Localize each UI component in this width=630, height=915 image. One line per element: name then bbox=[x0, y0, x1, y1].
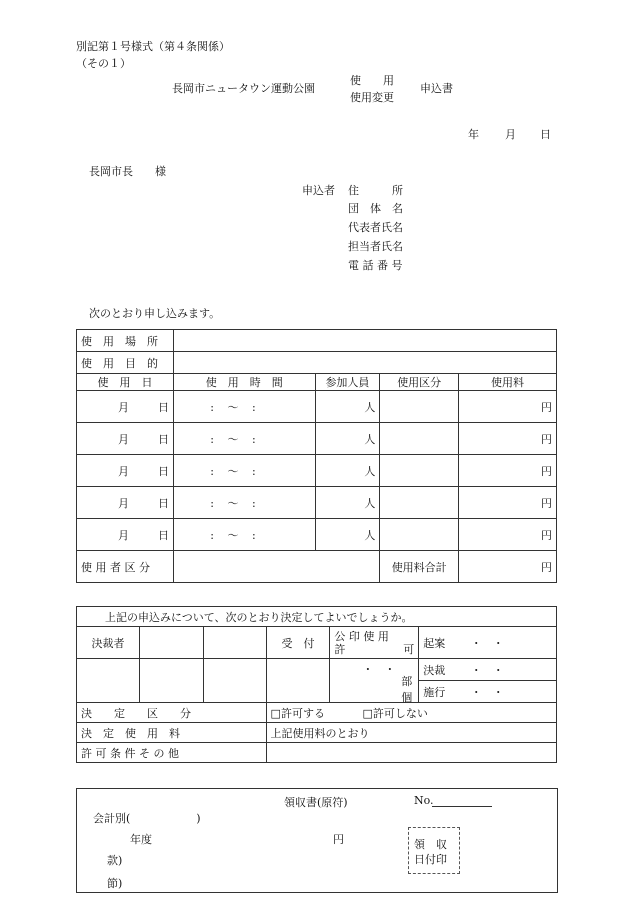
usage-people[interactable]: 人 bbox=[315, 391, 380, 423]
user-class-field[interactable] bbox=[174, 551, 380, 583]
reception-label: 受 付 bbox=[266, 627, 330, 659]
usage-row bbox=[77, 487, 557, 519]
purpose-field[interactable] bbox=[174, 352, 557, 374]
usage-class[interactable] bbox=[380, 487, 459, 519]
usage-time-cell[interactable] bbox=[174, 519, 316, 551]
usage-month: 月 bbox=[118, 400, 129, 414]
seal-header bbox=[330, 627, 419, 659]
seal-line1: 公 印 使 用 bbox=[334, 629, 389, 643]
enforcement-label: 施行 bbox=[423, 685, 446, 699]
time-end-colon: : bbox=[252, 528, 256, 542]
receipt-kan: 款) bbox=[107, 854, 123, 867]
permit-checkbox[interactable]: □許可する bbox=[270, 706, 325, 720]
seal-permit-b: 可 bbox=[403, 642, 415, 656]
seal-permit-a: 許 bbox=[334, 642, 346, 656]
usage-table bbox=[76, 329, 557, 583]
applicant-rep: 代表者氏名 bbox=[348, 221, 403, 234]
time-start-colon: : bbox=[210, 400, 214, 414]
approval-label: 決裁 bbox=[423, 663, 446, 677]
usage-time-cell[interactable] bbox=[174, 423, 316, 455]
decision-class-label: 決 定 区 分 bbox=[77, 703, 267, 723]
decision-fee-label: 決 定 使 用 料 bbox=[77, 723, 267, 743]
usage-class[interactable] bbox=[380, 455, 459, 487]
usage-row bbox=[77, 455, 557, 487]
decision-table bbox=[76, 606, 557, 763]
usage-class[interactable] bbox=[380, 391, 459, 423]
usage-fee[interactable]: 円 bbox=[459, 423, 557, 455]
seal-dots: ・ ・ bbox=[362, 663, 396, 676]
applicant-address: 住 所 bbox=[348, 184, 403, 197]
col-time: 使 用 時 間 bbox=[174, 374, 316, 391]
date-month: 月 bbox=[505, 128, 516, 141]
usage-day: 日 bbox=[158, 400, 169, 414]
seal-bu: 部 bbox=[401, 675, 413, 688]
receipt-no-label: No. bbox=[414, 794, 434, 807]
enforcement-dots: ・ ・ bbox=[470, 685, 504, 699]
total-label: 使用料合計 bbox=[380, 551, 459, 583]
approver-cell-2[interactable] bbox=[203, 627, 266, 659]
receipt-account: 会計別( ) bbox=[93, 812, 201, 825]
usage-fee[interactable]: 円 bbox=[459, 391, 557, 423]
approver-sign-3[interactable] bbox=[203, 659, 266, 703]
time-start-colon: : bbox=[210, 496, 214, 510]
reception-sign[interactable] bbox=[266, 659, 330, 703]
time-end-colon: : bbox=[252, 464, 256, 478]
time-end-colon: : bbox=[252, 496, 256, 510]
usage-people[interactable]: 人 bbox=[315, 423, 380, 455]
usage-people[interactable]: 人 bbox=[315, 519, 380, 551]
decision-fee-value: 上記使用料のとおり bbox=[266, 723, 556, 743]
applicant-label: 申込者 bbox=[302, 184, 335, 197]
col-fee: 使用料 bbox=[459, 374, 557, 391]
time-tilde: 〜 bbox=[227, 496, 239, 510]
facility-name: 長岡市ニュータウン運動公園 bbox=[172, 82, 315, 95]
decision-class-options bbox=[266, 703, 556, 723]
usage-day: 日 bbox=[158, 432, 169, 446]
form-id: 別記第１号様式（第４条関係） bbox=[76, 40, 230, 53]
usage-day: 日 bbox=[158, 496, 169, 510]
col-date: 使 用 日 bbox=[77, 374, 174, 391]
approver-sign-2[interactable] bbox=[139, 659, 203, 703]
applicant-contact: 担当者氏名 bbox=[348, 240, 403, 253]
usage-time-cell[interactable] bbox=[174, 391, 316, 423]
usage-fee[interactable]: 円 bbox=[459, 455, 557, 487]
usage-date-cell[interactable] bbox=[77, 487, 174, 519]
usage-row bbox=[77, 423, 557, 455]
time-tilde: 〜 bbox=[227, 400, 239, 414]
usage-date-cell[interactable] bbox=[77, 423, 174, 455]
approver-sign-1[interactable] bbox=[77, 659, 140, 703]
usage-row bbox=[77, 519, 557, 551]
usage-day: 日 bbox=[158, 464, 169, 478]
col-people: 参加人員 bbox=[315, 374, 380, 391]
usage-month: 月 bbox=[118, 528, 129, 542]
draft-label: 起案 bbox=[423, 636, 446, 650]
receipt-setsu: 節) bbox=[107, 877, 123, 890]
stamp-line2: 日付印 bbox=[414, 853, 447, 866]
receipt-yen: 円 bbox=[333, 833, 344, 846]
usage-fee[interactable]: 円 bbox=[459, 487, 557, 519]
time-tilde: 〜 bbox=[227, 432, 239, 446]
usage-people[interactable]: 人 bbox=[315, 487, 380, 519]
type-change: 使用変更 bbox=[350, 91, 394, 104]
time-start-colon: : bbox=[210, 464, 214, 478]
draft-cell bbox=[419, 627, 557, 659]
applicant-phone: 電 話 番 号 bbox=[348, 259, 403, 272]
place-field[interactable] bbox=[174, 330, 557, 352]
enforcement-cell bbox=[419, 681, 557, 703]
seal-ko: 個 bbox=[401, 691, 413, 704]
time-tilde: 〜 bbox=[227, 528, 239, 542]
approval-dots: ・ ・ bbox=[470, 663, 504, 677]
place-label: 使 用 場 所 bbox=[77, 330, 174, 352]
usage-class[interactable] bbox=[380, 519, 459, 551]
approver-label: 決裁者 bbox=[77, 627, 140, 659]
purpose-label: 使 用 目 的 bbox=[77, 352, 174, 374]
receipt-title: 領収書(原符) bbox=[284, 796, 348, 809]
usage-month: 月 bbox=[118, 496, 129, 510]
date-day: 日 bbox=[540, 128, 551, 141]
receipt-fiscal-year: 年度 bbox=[130, 833, 152, 846]
usage-date-cell[interactable] bbox=[77, 455, 174, 487]
decision-question: 上記の申込みについて、次のとおり決定してよいでしょうか。 bbox=[77, 607, 557, 627]
time-end-colon: : bbox=[252, 400, 256, 414]
seal-count-cell bbox=[330, 659, 419, 703]
time-end-colon: : bbox=[252, 432, 256, 446]
time-start-colon: : bbox=[210, 432, 214, 446]
usage-month: 月 bbox=[118, 432, 129, 446]
conditions-field[interactable] bbox=[266, 743, 556, 763]
time-tilde: 〜 bbox=[227, 464, 239, 478]
type-use: 使 用 bbox=[350, 74, 394, 87]
applicant-group: 団 体 名 bbox=[348, 202, 403, 215]
conditions-label: 許 可 条 件 そ の 他 bbox=[77, 743, 267, 763]
form-sub: （その１） bbox=[76, 57, 131, 70]
deny-checkbox[interactable]: □許可しない bbox=[362, 706, 428, 720]
usage-time-cell[interactable] bbox=[174, 487, 316, 519]
approval-cell bbox=[419, 659, 557, 681]
usage-day: 日 bbox=[158, 528, 169, 542]
usage-fee[interactable]: 円 bbox=[459, 519, 557, 551]
col-class: 使用区分 bbox=[380, 374, 459, 391]
usage-date-cell[interactable] bbox=[77, 519, 174, 551]
usage-people[interactable]: 人 bbox=[315, 455, 380, 487]
total-yen: 円 bbox=[459, 551, 557, 583]
usage-month: 月 bbox=[118, 464, 129, 478]
doc-kind: 申込書 bbox=[420, 82, 453, 95]
date-year: 年 bbox=[468, 128, 479, 141]
usage-date-cell[interactable] bbox=[77, 391, 174, 423]
receipt-no-line bbox=[432, 806, 492, 807]
usage-time-cell[interactable] bbox=[174, 455, 316, 487]
intro-text: 次のとおり申し込みます。 bbox=[89, 307, 221, 320]
usage-class[interactable] bbox=[380, 423, 459, 455]
addressee: 長岡市長 様 bbox=[89, 165, 166, 178]
user-class-label: 使 用 者 区 分 bbox=[77, 551, 174, 583]
approver-cell-1[interactable] bbox=[139, 627, 203, 659]
usage-row bbox=[77, 391, 557, 423]
stamp-line1: 領 収 bbox=[414, 838, 447, 851]
time-start-colon: : bbox=[210, 528, 214, 542]
draft-dots: ・ ・ bbox=[470, 636, 504, 650]
